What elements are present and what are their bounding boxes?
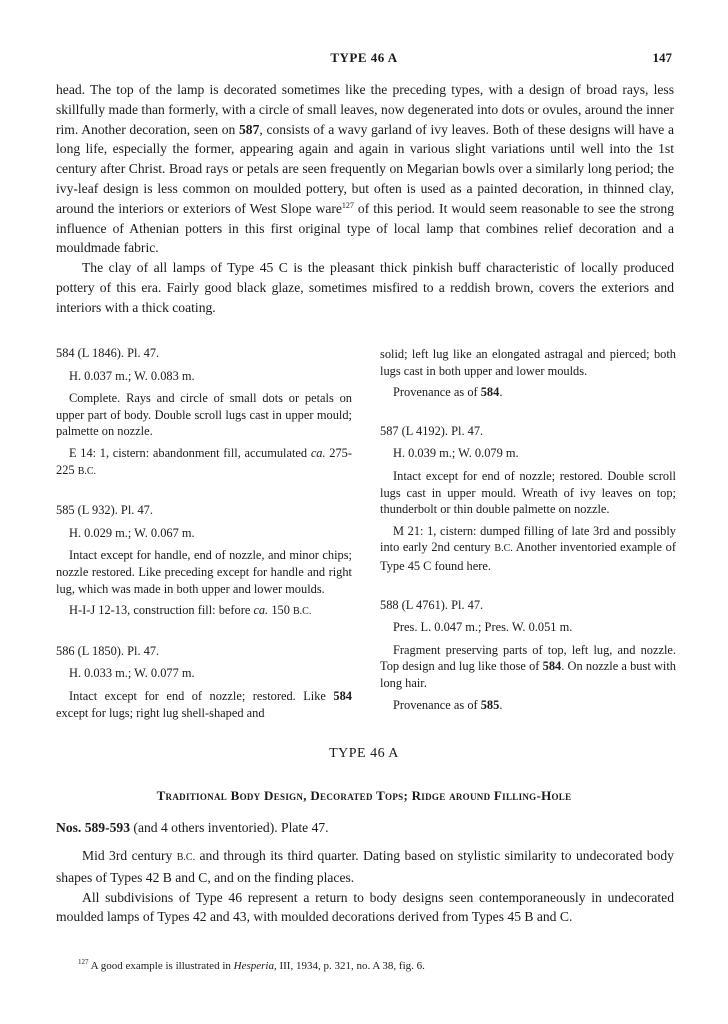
footnote-marker: 127 (341, 200, 354, 210)
section-subtitle: Traditional Body Design, Decorated Tops; Ridge around Filling-Hole (156, 788, 572, 803)
entry-dimensions: H. 0.029 m.; W. 0.067 m. (69, 525, 195, 540)
catalog-entry-586-continued (380, 346, 676, 401)
catalog-entry-587 (380, 423, 676, 575)
journal-title: Hesperia (233, 960, 274, 972)
entry-context: E 14: 1, cistern: abandonment fill, accumulated ca. 275-225 B.C. (56, 445, 352, 477)
page-number: 147 (652, 50, 672, 65)
catalog-entry-586 (56, 643, 352, 721)
intro-text (56, 80, 674, 318)
catalog-entry-584 (56, 345, 352, 480)
cross-reference: 584 (480, 385, 500, 400)
footnote: $^{127}$ A good example is illustrated in Hesperia, III, 1934, p. 321, no. A 38, fig. 6. (78, 958, 425, 972)
entry-heading: 585 (L 932). Pl. 47. (56, 503, 153, 518)
section-title: TYPE 46 A (329, 746, 399, 761)
catalog-entry-588 (380, 597, 676, 714)
catalog-entry-585 (56, 502, 352, 621)
entry-heading: 586 (L 1850). Pl. 47. (56, 643, 160, 658)
type46a-paragraph-1: Mid 3rd century B.C. and through its third quarter. Dating based on stylistic similarity to undecorated body shapes of Types 42 B and C, and on the finding places. (56, 848, 674, 885)
catalog-column-left (56, 345, 352, 743)
cross-reference: 584 (542, 659, 562, 674)
entry-provenance: Provenance as of 584. (393, 385, 503, 400)
entry-description: Intact except for handle, end of nozzle, and minor chips; nozzle restored. Like preceding except for handle and right lug, which was made in both upper and lower moulds. (56, 548, 352, 596)
entry-provenance: Provenance as of 585. (393, 697, 503, 712)
type46a-paragraph-2: All subdivisions of Type 46 represent a return to body designs seen contemporaneously in undecorated moulded lamps of Types 42 and 43, with moulded decorations derived from Types 45 B and C. (56, 889, 674, 925)
footnote-number: 127 (78, 958, 89, 966)
entry-dimensions: Pres. L. 0.047 m.; Pres. W. 0.051 m. (393, 620, 573, 635)
entry-dimensions: H. 0.037 m.; W. 0.083 m. (69, 368, 195, 383)
entry-dimensions: H. 0.039 m.; W. 0.079 m. (393, 446, 519, 461)
entry-description: Intact except for end of nozzle; restored. Double scroll lugs cast in upper mould. Wreath of ivy leaves on top; thunderbolt or thin double palmette on nozzle. (380, 468, 676, 517)
entry-heading: 587 (L 4192). Pl. 47. (380, 423, 484, 438)
entry-heading: 584 (L 1846). Pl. 47. (56, 346, 160, 360)
cross-reference: 584 (333, 688, 352, 703)
entry-description: Intact except for end of nozzle; restored. Like 584 except for lugs; right lug shell-shaped and (56, 688, 352, 720)
entry-context: H-I-J 12-13, construction fill: before ca. 150 B.C. (69, 603, 312, 618)
entry-description: Fragment preserving parts of top, left lug, and nozzle. Top design and lug like those of 584. On nozzle a bust with long hair. (380, 642, 676, 690)
entry-description: Complete. Rays and circle of small dots or petals on upper part of body. Double scroll lugs cast in upper mould; palmette on nozzle. (56, 391, 352, 439)
catalog-range: Nos. 589-593 (and 4 others inventoried). Plate 47. (56, 820, 329, 835)
cross-reference: 585 (480, 697, 500, 712)
running-head: TYPE 46 A (330, 50, 398, 65)
entry-context: M 21: 1, cistern: dumped filling of late 3rd and possibly into early 2nd century B.C. Another inventoried example of Type 45 C found here. (380, 523, 677, 573)
intro-paragraph-2: The clay of all lamps of Type 45 C is the pleasant thick pinkish buff characteristic of locally produced pottery of this era. Fairly good black glaze, sometimes misfired to a reddish brown, covers the exteriors and interiors with a thick coating. (56, 260, 674, 315)
entry-description-continued: solid; left lug like an elongated astragal and pierced; both lugs cast in both upper and lower moulds. (380, 347, 676, 378)
type46a-text (56, 846, 674, 927)
entry-heading: 588 (L 4761). Pl. 47. (380, 597, 484, 612)
catalog-column-right (380, 346, 676, 735)
entry-dimensions: H. 0.033 m.; W. 0.077 m. (69, 666, 195, 681)
intro-paragraph-1: head. The top of the lamp is decorated sometimes like the preceding types, with a design of broad rays, less skillfully made than formerly, with a circle of small leaves, now degenerated into dots or ovules, around the inner rim. Another decoration, seen on 587, consists of a wavy garland of ivy leaves. Both of these designs will have a long life, especially the former, appearing again and again in various slight variations until well into the 1st century after Christ. Broad rays or petals are seen frequently on Megarian bowls over a similarly long period; the ivy-leaf design is less common on moulded pottery, but often is used as a painted decoration, in thinned clay, around the interiors or exteriors of West Slope ware$^{127}$ of this period. It would seem reasonable to see the strong influence of Athenian potters in this first original type of local lamp that combines relief decoration and a mouldmade fabric. (56, 82, 674, 256)
cross-reference: 587 (239, 121, 260, 137)
